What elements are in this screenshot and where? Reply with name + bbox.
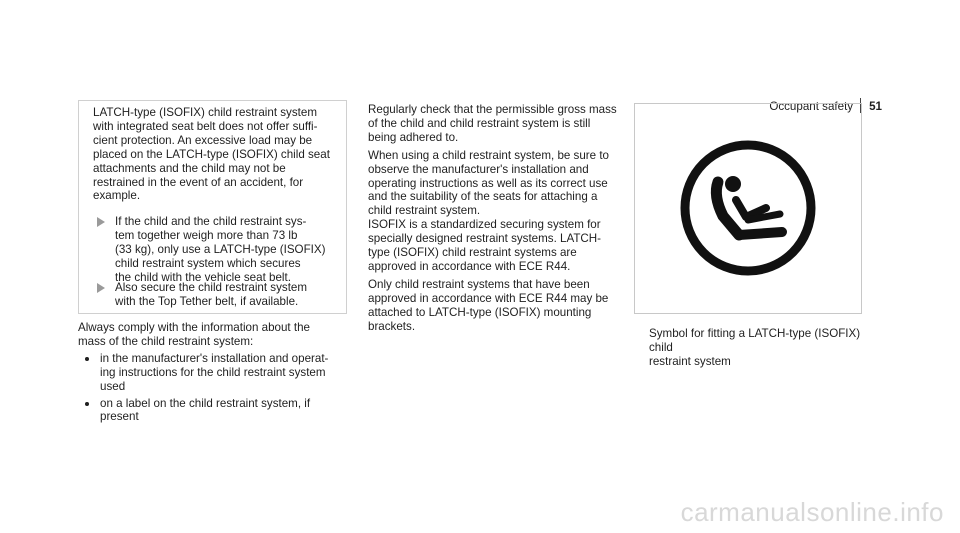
instruction-step (93, 281, 343, 309)
body-column (368, 103, 622, 334)
paragraph: Regularly check that the permissible gross mass of the child and child restraint system is still being adhered to. (368, 103, 617, 144)
arrow-icon (97, 217, 105, 227)
instruction-step (93, 215, 343, 285)
instruction-text: Also secure the child restraint system with the Top Tether belt, if available. (115, 281, 308, 308)
bullet-icon (85, 402, 89, 406)
bullet-icon (85, 357, 89, 361)
warning-text: LATCH-type (ISOFIX) child restraint system with integrated seat belt does not offer suffi- cient protection. An excessive load may be placed on the LATCH-type (ISOFIX) child seat attachments and the child may not be restrained in the event of an accident, for example. (93, 106, 330, 203)
comply-intro: Always comply with the information about the mass of the child restraint system: (78, 321, 310, 348)
page-number: 51 (869, 100, 882, 113)
figure-caption: Symbol for fitting a LATCH-type (ISOFIX) child restraint system (649, 327, 861, 368)
list-item: on a label on the child restraint system, if present (78, 397, 353, 425)
paragraph: Only child restraint systems that have been approved in accordance with ECE R44 may be attached to LATCH-type (ISOFIX) mounting brackets. (368, 277, 609, 333)
watermark: carmanualsonline.info (680, 497, 944, 527)
comply-section (78, 321, 353, 424)
paragraph: When using a child restraint system, be sure to observe the manufacturer's installation and operating instructions as well as its correct use and the suitability of the seats for attaching a child restraint system. ISOFIX is a standardized securing system for specially designed restraint systems. LATCH- type (ISOFIX) child restraint systems are approved in accordance with ECE R44. (368, 148, 610, 273)
figure-frame (634, 103, 862, 314)
warning-box (78, 100, 347, 314)
child-seat-isofix-icon (635, 104, 861, 313)
arrow-icon (97, 283, 105, 293)
section-title: Occupant safety (769, 100, 854, 113)
list-item: in the manufacturer's installation and operat- ing instructions for the child restraint system used (78, 352, 353, 394)
instruction-text: If the child and the child restraint sys- tem together weigh more than 73 lb (33 kg), only use a LATCH-type (ISOFIX) child restraint system which secures the child with the vehicle seat belt. (115, 215, 326, 284)
comply-list (78, 352, 353, 425)
